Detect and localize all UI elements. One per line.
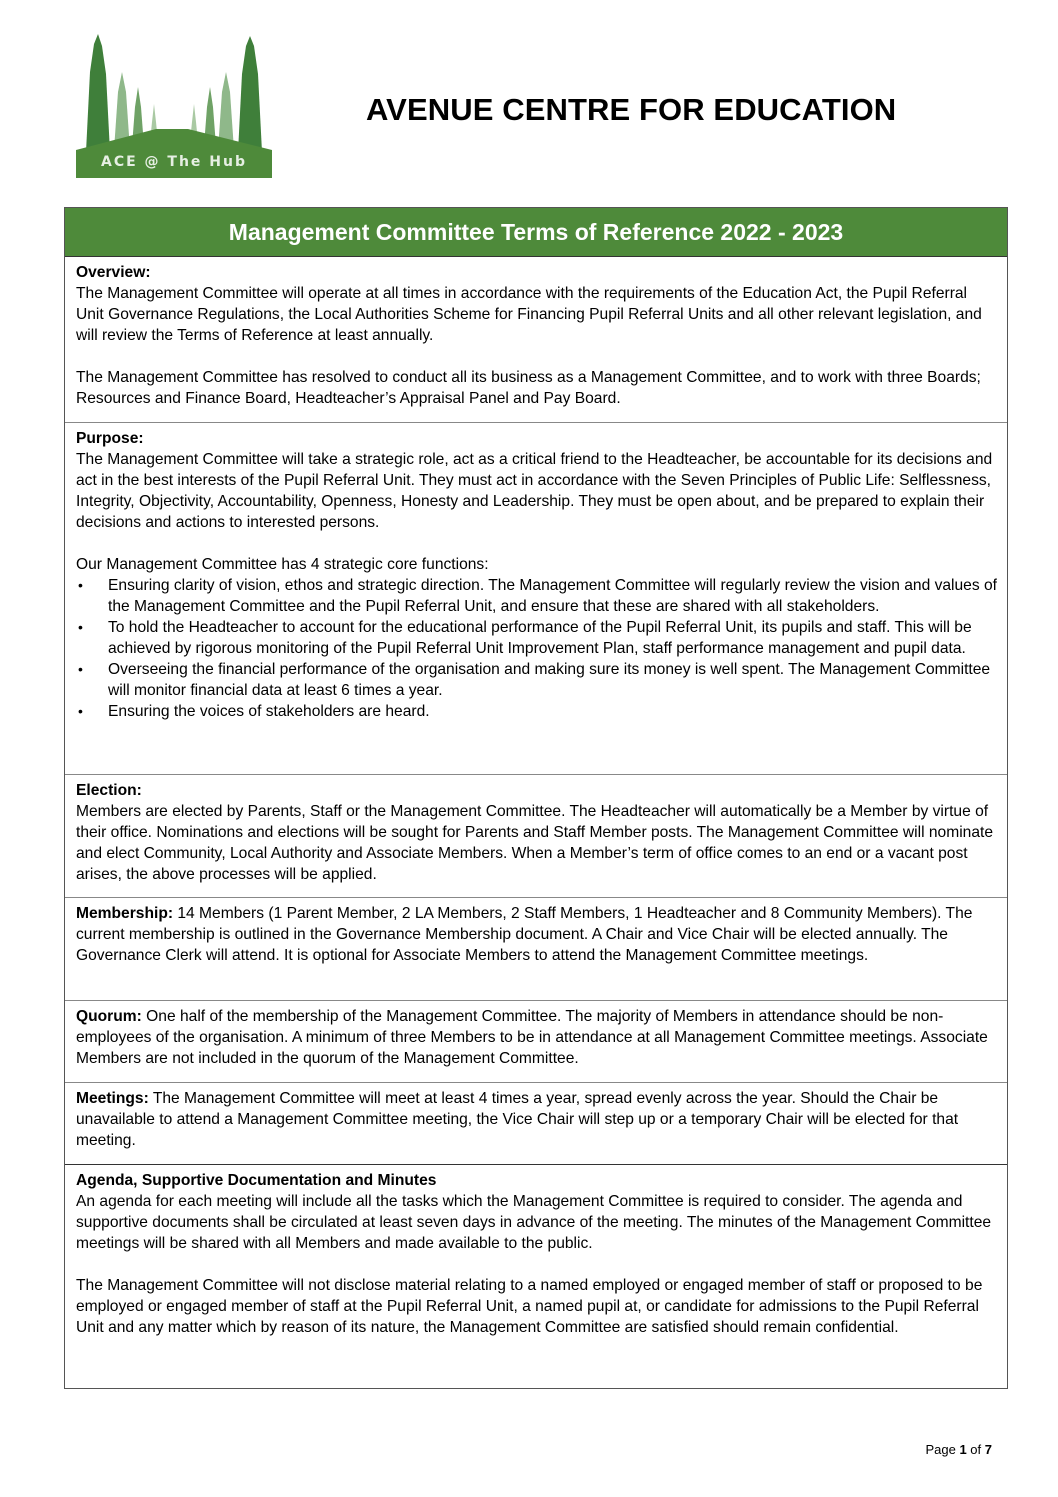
section-quorum bbox=[65, 1001, 1007, 1083]
quorum-heading: Quorum: bbox=[76, 1008, 142, 1025]
election-text: Members are elected by Parents, Staff or the Management Committee. The Headteacher will automatically be a Member by virtue of their office. Nominations and elections will be sought for Parents and Staff Member posts. The Management Committee will nominate and elect Community, Local Authority and Associate Members. When a Member’s term of office comes to an end or a vacant post arises, the above processes will be applied. bbox=[76, 803, 994, 883]
page-number bbox=[925, 1442, 992, 1457]
overview-heading: Overview: bbox=[76, 264, 151, 281]
election-heading: Election: bbox=[76, 782, 142, 799]
overview-paragraph: The Management Committee has resolved to conduct all its business as a Management Committee, and to work with three Boards; Resources and Finance Board, Headteacher’s Appraisal Panel and Pay Board. bbox=[76, 369, 981, 407]
list-item: • To hold the Headteacher to account for the educational performance of the Pupil Referral Unit, its pupils and staff. This will be achieved by rigorous monitoring of the Pupil Referral Unit Improvement Plan, staff performance management and pupil data. bbox=[108, 617, 997, 659]
section-purpose bbox=[65, 423, 1007, 775]
meetings-heading: Meetings: bbox=[76, 1090, 149, 1107]
agenda-paragraph: An agenda for each meeting will include all the tasks which the Management Committee is required to consider. The agenda and supportive documents shall be circulated at least seven days in advance of the meeting. The minutes of the Management Committee meetings will be shared with all Members and made available to the public. bbox=[76, 1193, 992, 1252]
list-item: • Overseeing the financial performance of the organisation and making sure its money is well spent. The Management Committee will monitor financial data at least 6 times a year. bbox=[108, 659, 997, 701]
logo-text: ACE @ The Hub bbox=[100, 154, 248, 170]
section-meetings bbox=[65, 1083, 1007, 1165]
purpose-heading: Purpose: bbox=[76, 430, 144, 447]
membership-heading: Membership: bbox=[76, 905, 174, 922]
section-agenda bbox=[65, 1165, 1007, 1346]
purpose-paragraph: Our Management Committee has 4 strategic core functions: bbox=[76, 556, 489, 573]
meetings-text: The Management Committee will meet at least 4 times a year, spread evenly across the year. Should the Chair be unavailable to attend a Management Committee meeting, the Vice Chair will step up or a temporary Chair will be elected for that meeting. bbox=[76, 1090, 959, 1149]
trees-logo-icon bbox=[76, 32, 272, 178]
overview-paragraph: The Management Committee will operate at all times in accordance with the requirements of the Education Act, the Pupil Referral Unit Governance Regulations, the Local Authorities Scheme for Financing Pupil Referral Units and all other relevant legislation, and will review the Terms of Reference at least annually. bbox=[76, 285, 982, 344]
purpose-paragraph: The Management Committee will take a strategic role, act as a critical friend to the Headteacher, be accountable for its decisions and act in the best interests of the Pupil Referral Unit. They must act in accordance with the Seven Principles of Public Life: Selflessness, Integrity, Objectivity, Accountability, Openness, Honesty and Leadership. They must be open about, and be prepared to explain their decisions and actions to interested persons. bbox=[76, 451, 993, 531]
ace-logo bbox=[76, 32, 272, 178]
document-title: Management Committee Terms of Reference 2022 - 2023 bbox=[65, 208, 1007, 257]
page-label: Page bbox=[925, 1442, 960, 1457]
section-election bbox=[65, 775, 1007, 898]
core-functions-list bbox=[76, 575, 997, 722]
list-item: • Ensuring the voices of stakeholders are heard. bbox=[108, 701, 997, 722]
agenda-paragraph: The Management Committee will not disclose material relating to a named employed or engaged member of staff or proposed to be employed or engaged member of staff at the Pupil Referral Unit, a named pupil at, or candidate for admissions to the Pupil Referral Unit and any matter which by reason of its nature, the Management Committee are satisfied should remain confidential. bbox=[76, 1277, 983, 1336]
agenda-heading: Agenda, Supportive Documentation and Minutes bbox=[76, 1172, 437, 1189]
terms-of-reference-table bbox=[64, 207, 1008, 1389]
org-title: AVENUE CENTRE FOR EDUCATION bbox=[366, 92, 897, 127]
section-membership bbox=[65, 898, 1007, 1001]
total-pages: 7 bbox=[984, 1442, 992, 1457]
current-page: 1 bbox=[959, 1442, 967, 1457]
membership-text: 14 Members (1 Parent Member, 2 LA Members, 2 Staff Members, 1 Headteacher and 8 Community Members). The current membership is outlined in the Governance Membership document. A Chair and Vice Chair will be elected annually. The Governance Clerk will attend. It is optional for Associate Members to attend the Management Committee meetings. bbox=[76, 905, 973, 964]
section-overview bbox=[65, 257, 1007, 423]
quorum-text: One half of the membership of the Management Committee. The majority of Members in attendance should be non-employees of the organisation. A minimum of three Members to be in attendance at all Management Committee meetings. Associate Members are not included in the quorum of the Management Committee. bbox=[76, 1008, 988, 1067]
page-of-label: of bbox=[966, 1442, 985, 1457]
list-item: • Ensuring clarity of vision, ethos and strategic direction. The Management Committee will regularly review the vision and values of the Management Committee and the Pupil Referral Unit, and ensure that these are shared with all stakeholders. bbox=[108, 575, 997, 617]
